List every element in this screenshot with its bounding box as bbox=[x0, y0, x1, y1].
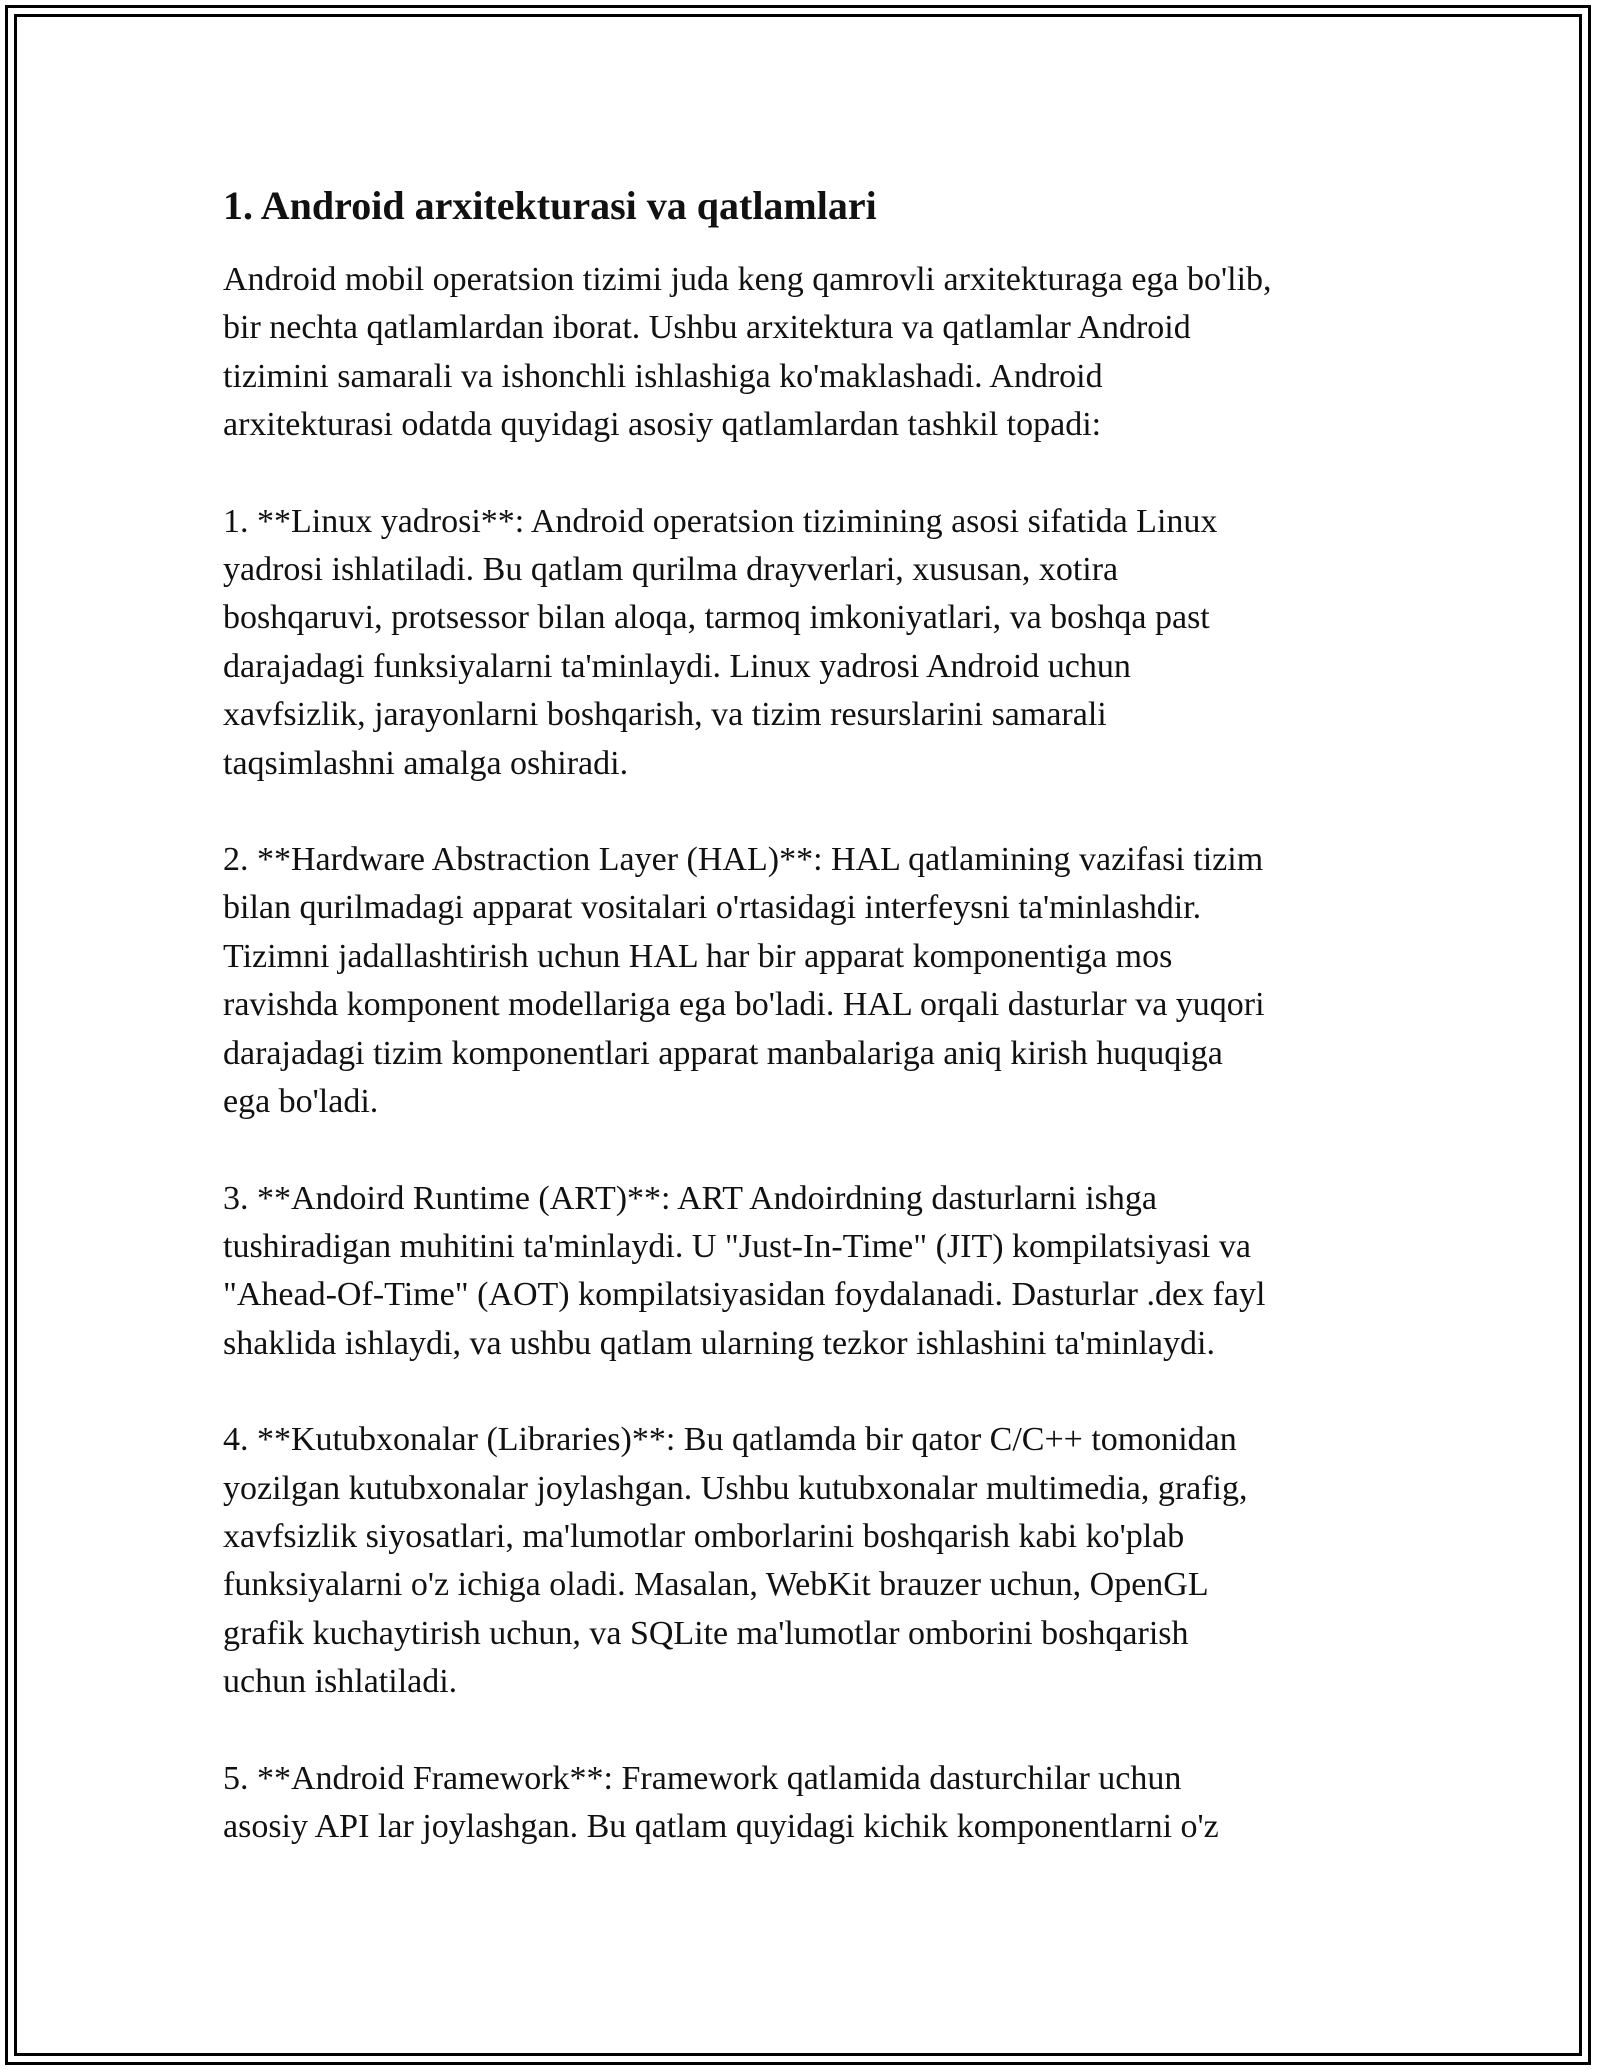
paragraph-hal: 2. **Hardware Abstraction Layer (HAL)**: HAL qatlamining vazifasi tizim bilan qurilmadagi apparat vositalari o'rtasidagi interfeysni ta'minlashdir. Tizimni jadallashtirish uchun HAL har bir apparat komponentiga mos ravishda komponent modellariga ega bo'ladi. HAL orqali dasturlar va yuqori darajadagi tizim komponentlari apparat manbalariga aniq kirish huquqiga ega bo'ladi. bbox=[223, 841, 1265, 1121]
intro-paragraph: Android mobil operatsion tizimi juda keng qamrovli arxitekturaga ega bo'lib, bir nechta qatlamlardan iborat. Ushbu arxitektura va qatlamlar Android tizimini samarali va ishonchli ishlashiga ko'maklashadi. Android arxitekturasi odatda quyidagi asosiy qatlamlardan tashkil topadi: bbox=[223, 261, 1272, 444]
paragraph-libraries: 4. **Kutubxonalar (Libraries)**: Bu qatlamda bir qator C/C++ tomonidan yozilgan kutubxonalar joylashgan. Ushbu kutubxonalar multimedia, grafig, xavfsizlik siyosatlari, ma'lumotlar omborlarini boshqarish kabi ko'plab funksiyalarni o'z ichiga oladi. Masalan, WebKit brauzer uchun, OpenGL grafik kuchaytirish uchun, va SQLite ma'lumotlar omborini boshqarish uchun ishlatiladi. bbox=[223, 1421, 1248, 1701]
document-body bbox=[223, 178, 1383, 1899]
document-title: 1. Android arxitekturasi va qatlamlari bbox=[223, 183, 877, 228]
paragraph-art: 3. **Andoird Runtime (ART)**: ART Andoirdning dasturlarni ishga tushiradigan muhitini ta'minlaydi. U "Just-In-Time" (JIT) kompilatsiyasi va "Ahead-Of-Time" (AOT) kompilatsiyasidan foydalanadi. Dasturlar .dex fayl shaklida ishlaydi, va ushbu qatlam ularning tezkor ishlashini ta'minlaydi. bbox=[223, 1179, 1266, 1362]
paragraph-framework: 5. **Android Framework**: Framework qatlamida dasturchilar uchun asosiy API lar joylashgan. Bu qatlam quyidagi kichik komponentlarni o'z bbox=[223, 1759, 1219, 1845]
paragraph-linux-kernel: 1. **Linux yadrosi**: Android operatsion tizimining asosi sifatida Linux yadrosi ishlatiladi. Bu qatlam qurilma drayverlari, xususan, xotira boshqaruvi, protsessor bilan aloqa, tarmoq imkoniyatlari, va boshqa past darajadagi funksiyalarni ta'minlaydi. Linux yadrosi Android uchun xavfsizlik, jarayonlarni boshqarish, va tizim resurslarini samarali taqsimlashni amalga oshiradi. bbox=[223, 502, 1218, 782]
